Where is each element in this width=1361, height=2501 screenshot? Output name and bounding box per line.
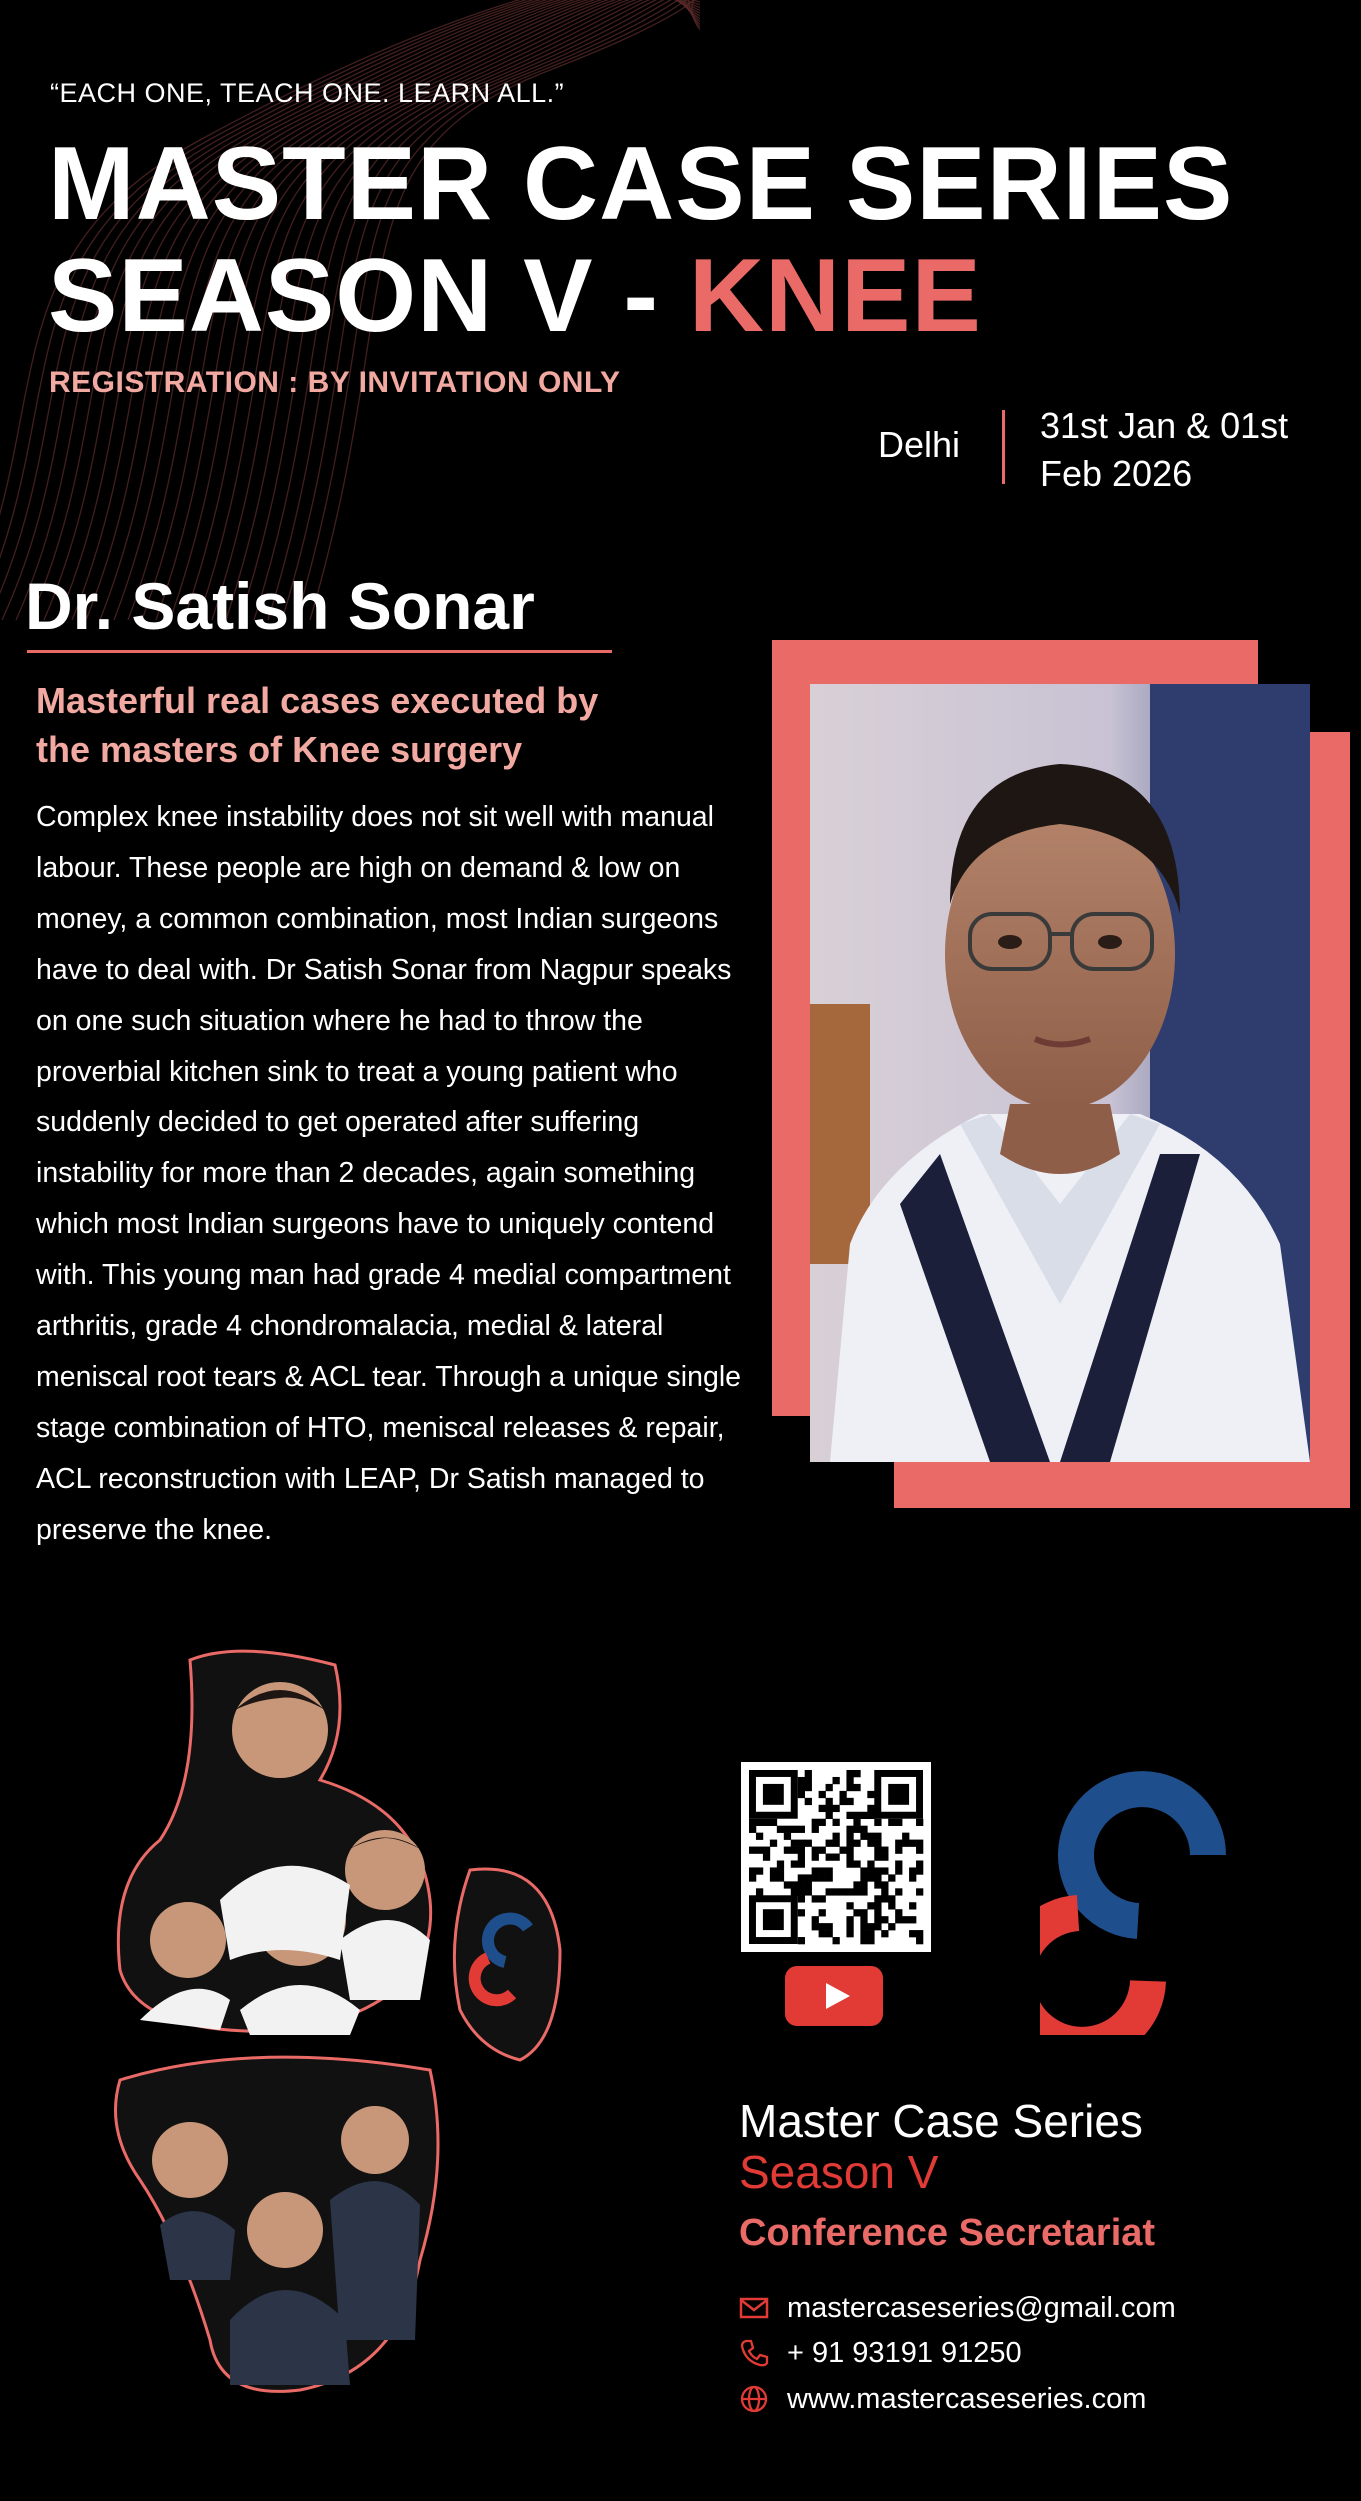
globe-icon (739, 2384, 769, 2414)
qr-code[interactable] (741, 1762, 931, 1952)
org-name: Master Case Series (739, 2095, 1143, 2147)
title-knee: KNEE (688, 238, 982, 354)
event-city: Delhi (878, 424, 961, 465)
contact-email[interactable] (739, 2288, 1176, 2328)
headline-line-1: Masterful real cases executed by (36, 680, 599, 721)
title-line-2 (48, 240, 1233, 352)
speaker-name: Dr. Satish Sonar (25, 569, 535, 643)
envelope-icon (739, 2296, 769, 2320)
registration-note: REGISTRATION : BY INVITATION ONLY (49, 366, 621, 399)
speaker-bio: Complex knee instability does not sit well with manual labour. These people are high on demand & low on money, a common combination, most Indian surgeons have to deal with. Dr Satish Sonar from Nagpur speaks on one such situation where he had to throw the proverbial kitchen sink to treat a young patient who suddenly decided to get operated after suffering instability for more than 2 decades, again something which most Indian surgeons have to uniquely contend with. This young man had grade 4 medial compartment arthritis, grade 4 chondromalacia, medial & lateral meniscal root tears & ACL tear. Through a unique single stage combination of HTO, meniscal releases & repair, ACL reconstruction with LEAP, Dr Satish managed to preserve the knee. (36, 801, 741, 1546)
title-line-1: MASTER CASE SERIES (48, 126, 1234, 242)
headline-line-2: the masters of Knee surgery (36, 729, 523, 770)
event-date (1040, 402, 1288, 498)
play-icon (826, 1983, 850, 2009)
phone-icon (739, 2338, 769, 2368)
speaker-portrait (810, 684, 1310, 1462)
master-case-series-logo (1040, 1745, 1240, 2035)
speaker-underline (27, 650, 612, 653)
secretariat-heading: Conference Secretariat (739, 2212, 1156, 2254)
title-season: SEASON V - (48, 238, 689, 354)
date-line-2: Feb 2026 (1040, 453, 1193, 494)
session-headline (36, 676, 598, 774)
email-text: mastercaseseries@gmail.com (787, 2291, 1176, 2324)
org-season: Season V (739, 2146, 939, 2198)
tagline: “EACH ONE, TEACH ONE. LEARN ALL.” (50, 78, 565, 108)
date-line-1: 31st Jan & 01st (1040, 405, 1289, 446)
contact-website[interactable] (739, 2379, 1146, 2419)
website-text: www.mastercaseseries.com (787, 2382, 1147, 2415)
speakers-collage (100, 1640, 580, 2400)
page-title (48, 128, 1233, 352)
phone-text: + 91 93191 91250 (787, 2336, 1022, 2369)
contact-phone[interactable] (739, 2333, 1022, 2373)
date-divider (1002, 410, 1005, 484)
